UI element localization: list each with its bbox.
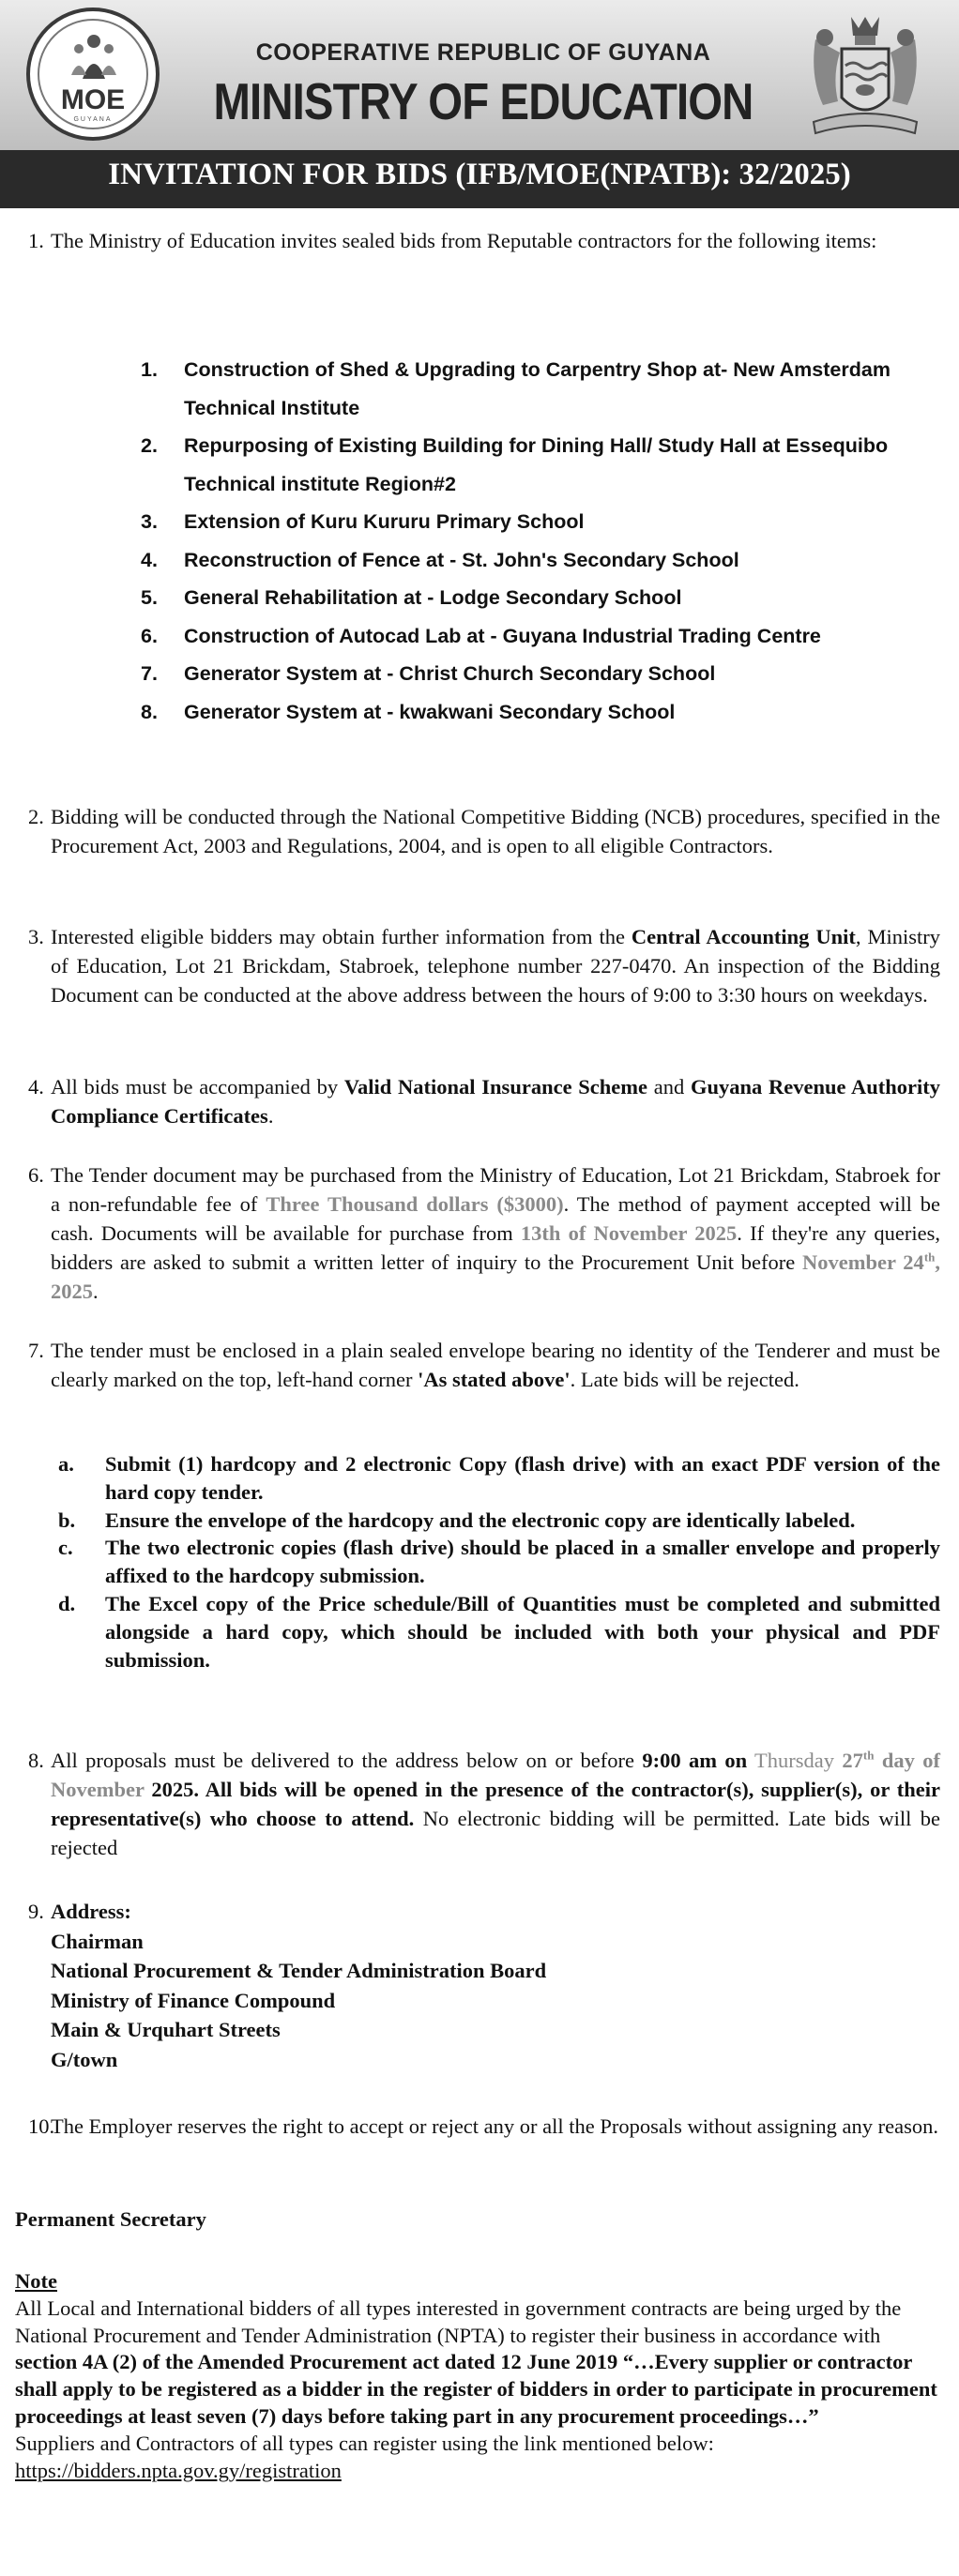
fee-amount: Three Thousand dollars ($3000) bbox=[266, 1192, 564, 1216]
address-block: Address: Chairman National Procurement & Tender Administration Board Ministry of Finance Compound Main & Urquhart Streets G/town bbox=[51, 1900, 547, 2071]
note-title: Note bbox=[15, 2269, 57, 2293]
logo-subtext: GUYANA bbox=[73, 116, 113, 123]
signature: Permanent Secretary bbox=[15, 2207, 206, 2231]
logo-text: MOE bbox=[60, 84, 126, 115]
deadline-date: 27th day of November bbox=[51, 1748, 940, 1801]
header bbox=[0, 0, 959, 157]
republic-title: COOPERATIVE REPUBLIC OF GUYANA bbox=[255, 39, 711, 66]
list-item: 4. Reconstruction of Fence at - St. John's Secondary School bbox=[141, 548, 739, 571]
list-item: 8. Generator System at - kwakwani Secondary School bbox=[141, 700, 676, 723]
section-7: 7. The tender must be enclosed in a plain sealed envelope bearing no identity of the Tenderer and must be clearly marked on the top, left-hand corner 'As stated above'. Late bids will be rejected. bbox=[28, 1339, 940, 1391]
list-item: 2. Repurposing of Existing Building for Dining Hall/ Study Hall at Essequibo Technical institute Region#2 bbox=[141, 434, 889, 495]
submission-requirements bbox=[58, 1450, 940, 1674]
section-3: 3. Interested eligible bidders may obtain further information from the Central Accounting Unit, Ministry of Education, Lot 21 Brickdam, Stabroek, telephone number 227-0470. An inspection of the Bidding Document can be conducted at the above address between the hours of 9:00 to 3:30 hours on weekdays. bbox=[28, 925, 941, 1007]
list-item: 6. Construction of Autocad Lab at - Guyana Industrial Trading Centre bbox=[141, 624, 821, 647]
inquiry-deadline: November 24th, 2025 bbox=[51, 1250, 940, 1303]
section-2: 2. Bidding will be conducted through the National Competitive Bidding (NCB) procedures, specified in the Procurement Act, 2003 and Regulations, 2004, and is open to all eligible Contractors. bbox=[28, 805, 940, 857]
section-4: 4. All bids must be accompanied by Valid National Insurance Scheme and Guyana Revenue Authority Compliance Certificates. bbox=[28, 1075, 940, 1128]
ministry-title: MINISTRY OF EDUCATION bbox=[213, 72, 754, 130]
list-item: b. Ensure the envelope of the hardcopy and the electronic copy are identically labeled. bbox=[58, 1508, 856, 1532]
list-item: c. The two electronic copies (flash drive) should be placed in a smaller envelope and properly affixed to the hardcopy submission. bbox=[58, 1536, 940, 1588]
section-9: 9. Address: Chairman National Procurement & Tender Administration Board Ministry of Finance Compound Main & Urquhart Streets G/town bbox=[15, 1897, 940, 2074]
students-figure-icon bbox=[66, 32, 122, 81]
registration-link[interactable]: https://bidders.npta.gov.gy/registration bbox=[15, 2458, 342, 2482]
list-item: a. Submit (1) hardcopy and 2 electronic Copy (flash drive) with an exact PDF version of the hard copy tender. bbox=[58, 1452, 940, 1504]
section-number: 1. bbox=[28, 229, 44, 252]
section-1 bbox=[15, 226, 940, 255]
moe-logo bbox=[26, 8, 160, 141]
items-list bbox=[141, 351, 891, 731]
section-10: 10. The Employer reserves the right to accept or reject any or all the Proposals without assigning any reason. bbox=[28, 2114, 938, 2138]
coat-of-arms-icon bbox=[804, 11, 926, 143]
list-item: d. The Excel copy of the Price schedule/Bill of Quantities must be completed and submitted alongside a hard copy, which should be included with both your physical and PDF submission. bbox=[58, 1591, 940, 1672]
section-8: 8. All proposals must be delivered to the address below on or before 9:00 am on Thursday 27th day of November 2025. All bids will be opened in the presence of the contractor(s), supplier(s), or their representative(s) who choose to attend. No electronic bidding will be permitted. Late bids will be rejected bbox=[28, 1748, 941, 1859]
note: Note All Local and International bidders of all types interested in government contracts are being urged by the National Procurement and Tender Administration (NPTA) to register their business in accordance with section 4A (2) of the Amended Procurement act dated 12 June 2019 “…Every supplier or contractor shall apply to be registered as a bidder in the register of bidders in order to participate in procurement proceedings at least seven (7) days before taking part in any procurement proceedings…” Suppliers and Contractors of all types can register using the link mentioned below: https://bidders.npta.gov.gy/registration bbox=[15, 2268, 940, 2484]
purchase-date: 13th of November 2025 bbox=[520, 1221, 738, 1245]
list-item: 3. Extension of Kuru Kururu Primary School bbox=[141, 510, 585, 533]
ifb-title: INVITATION FOR BIDS (IFB/MOE(NPATB): 32/2025) bbox=[108, 158, 851, 191]
section-6: 6. The Tender document may be purchased from the Ministry of Education, Lot 21 Brickdam, Stabroek for a non-refundable fee of Three Thousand dollars ($3000). The method of payment accepted will be cash. Documents will be available for purchase from 13th of November 2025. If they're any queries, bidders are asked to submit a written letter of inquiry to the Procurement Unit before November 24th, 2025. bbox=[28, 1163, 940, 1303]
list-item: 5. General Rehabilitation at - Lodge Secondary School bbox=[141, 586, 682, 609]
list-item: 7. Generator System at - Christ Church Secondary School bbox=[141, 662, 716, 685]
section-text: The Ministry of Education invites sealed bids from Reputable contractors for the following items: bbox=[51, 229, 877, 252]
deadline-time: 9:00 am on bbox=[642, 1749, 748, 1772]
list-item: 1. Construction of Shed & Upgrading to Carpentry Shop at- New Amsterdam Technical Institute bbox=[141, 358, 890, 419]
